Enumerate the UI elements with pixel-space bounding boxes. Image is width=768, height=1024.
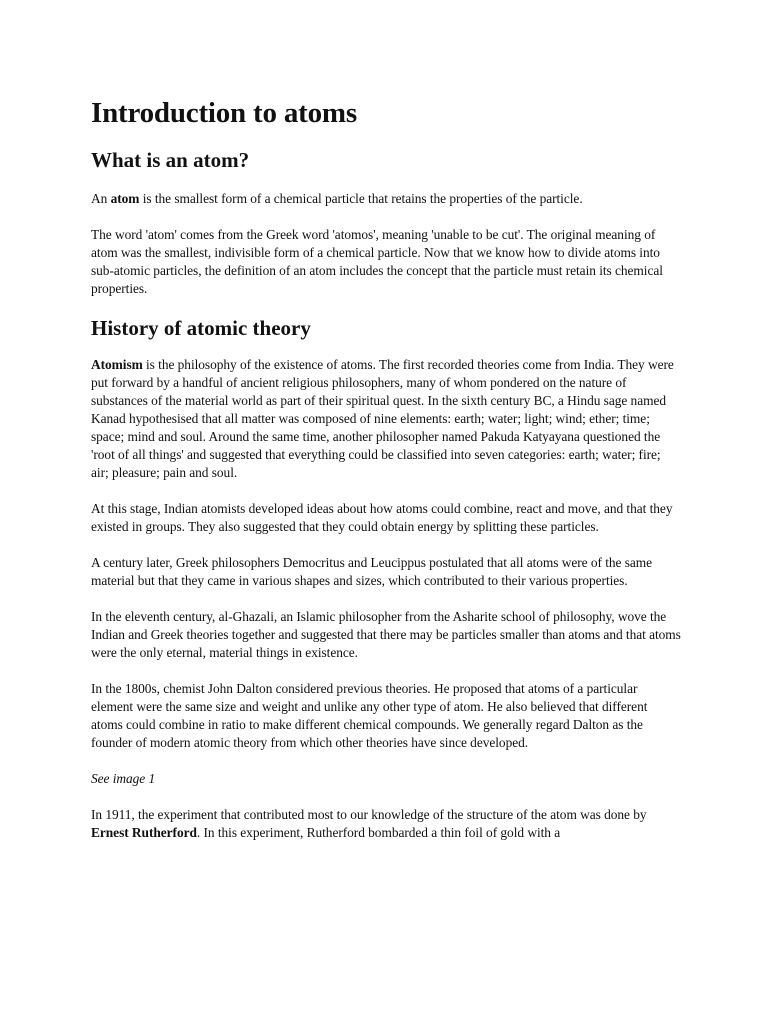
section-heading-what-is-an-atom: What is an atom? [91,148,250,172]
italic-caption: See image 1 [91,771,156,786]
bold-term-atomism: Atomism [91,357,143,372]
text-run: An [91,191,111,206]
paragraph-atom-definition [91,190,681,208]
bold-term-ernest-rutherford: Ernest Rutherford [91,825,197,840]
paragraph-rutherford [91,806,681,842]
page-title: Introduction to atoms [91,97,357,129]
text-run: . In this experiment, Rutherford bombarded a thin foil of gold with a [196,825,561,840]
paragraph-atom-etymology: The word 'atom' comes from the Greek word 'atomos', meaning 'unable to be cut'. The original meaning of atom was the smallest, indivisible form of a chemical particle. Now that we know how to divide atoms into sub-atomic particles, the definition of an atom includes the concept that the particle must retain its chemical properties. [91,227,663,296]
document-page [91,0,681,842]
paragraph-indian-atomists: At this stage, Indian atomists developed ideas about how atoms could combine, react and move, and that they existed in groups. They also suggested that they could obtain energy by splitting these particles. [91,501,673,534]
paragraph-greek-philosophers: A century later, Greek philosophers Democritus and Leucippus postulated that all atoms were of the same material but that they came in various shapes and sizes, which contributed to their various properties. [91,555,653,588]
paragraph-al-ghazali: In the eleventh century, al-Ghazali, an Islamic philosopher from the Asharite school of philosophy, wove the Indian and Greek theories together and suggested that there may be particles smaller than atoms and that atoms were the only eternal, material things in existence. [91,609,681,660]
see-image-reference [91,770,681,788]
paragraph-atomism [91,356,681,482]
section-heading-history: History of atomic theory [91,316,311,340]
text-run: In 1911, the experiment that contributed most to our knowledge of the structure of the atom was done by [91,807,647,822]
text-run: is the smallest form of a chemical particle that retains the properties of the particle. [139,191,583,206]
bold-term-atom: atom [110,191,140,206]
paragraph-dalton: In the 1800s, chemist John Dalton considered previous theories. He proposed that atoms of a particular element were the same size and weight and unlike any other type of atom. He also believed that different atoms could combine in ratio to make different chemical compounds. We generally regard Dalton as the founder of modern atomic theory from which other theories have since developed. [91,681,648,750]
text-run: is the philosophy of the existence of atoms. The first recorded theories come from India. They were put forward by a handful of ancient religious philosophers, many of whom pondered on the nature of substances of the material world as part of their spiritual quest. In the sixth century BC, a Hindu sage named Kanad hypothesised that all matter was composed of nine elements: earth; water; light; wind; ether; time; space; mind and soul. Around the same time, another philosopher named Pakuda Katyayana questioned the 'root of all things' and suggested that everything could be classified into seven categories: earth; water; fire; air; pleasure; pain and soul. [91,357,674,480]
